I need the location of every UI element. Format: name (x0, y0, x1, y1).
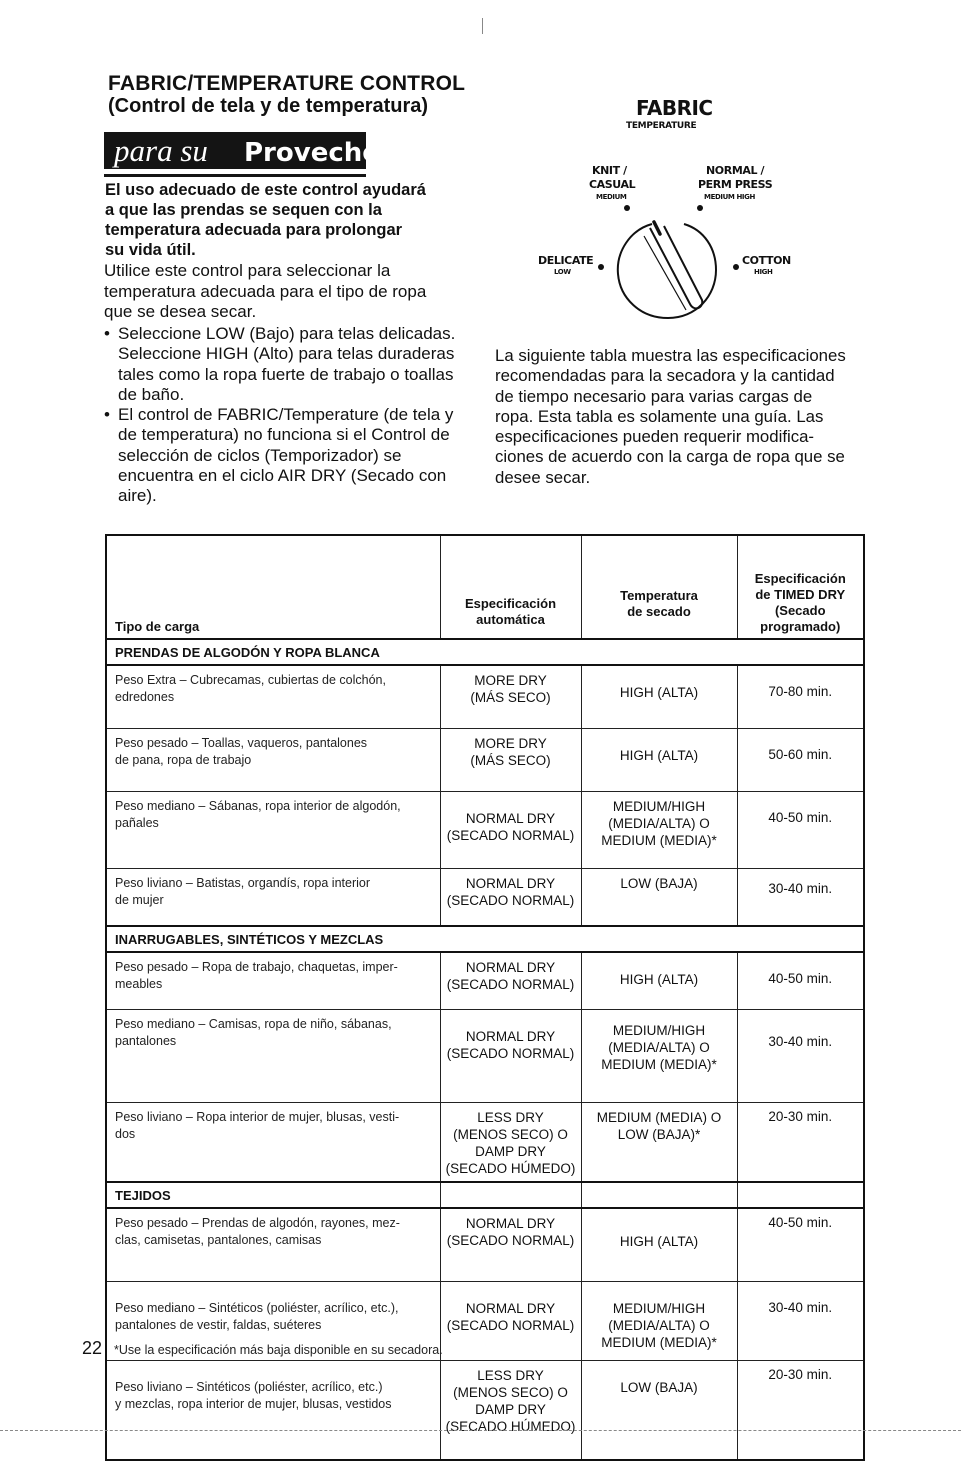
cell-line: LOW (BAJA) (620, 1380, 698, 1395)
cell-line: MORE DRY (474, 673, 547, 688)
auto-cell (440, 665, 581, 729)
section-row (106, 926, 864, 952)
dial-delicate-temp: LOW (554, 268, 571, 276)
table-row (106, 1103, 864, 1183)
intro-bold-line: su vida útil. (105, 241, 196, 259)
header-load-type: Tipo de carga (106, 535, 440, 639)
section-blank-cell (581, 1182, 737, 1208)
bullet-line: de baño. (118, 384, 185, 404)
cell-line: (MEDIA/ALTA) O (608, 816, 710, 831)
table-row (106, 1010, 864, 1103)
dial-normal-temp: MEDIUM HIGH (704, 193, 755, 201)
cell-line: (SECADO NORMAL) (446, 1318, 575, 1333)
cell-line: (MÁS SECO) (470, 690, 551, 705)
bullet-line: tales como la ropa fuerte de trabajo o toallas (118, 364, 454, 384)
bullet-item (104, 324, 476, 405)
temp-cell (581, 1208, 737, 1282)
cell-line: HIGH (ALTA) (619, 972, 699, 987)
paragraph-line: especificaciones pueden requerir modifica- (495, 427, 815, 447)
time-cell: 40-50 min. (737, 952, 864, 1010)
section-row (106, 639, 864, 665)
bullet-line: selección de ciclos (Temporizador) se (118, 445, 402, 465)
time-cell: 40-50 min. (737, 792, 864, 869)
temp-cell (581, 869, 737, 927)
cell-line: LESS DRY (477, 1368, 544, 1383)
cell-line: (SECADO NORMAL) (446, 828, 575, 843)
bullet-line: de temperatura) no funciona si el Control de (118, 425, 450, 445)
temp-cell (581, 952, 737, 1010)
dial-delicate-dot (598, 264, 604, 270)
bottom-dashed-rule (0, 1430, 961, 1431)
cell-line: Peso pesado – Prendas de algodón, rayones, mez- (115, 1216, 400, 1230)
temp-cell (581, 1103, 737, 1183)
cell-line: Peso liviano – Sintéticos (poliéster, acrílico, etc.) (115, 1380, 383, 1394)
time-cell: 50-60 min. (737, 729, 864, 792)
load-cell (106, 665, 440, 729)
cell-line: NORMAL DRY (465, 960, 556, 975)
cell-line: pantalones (115, 1034, 177, 1048)
header-line: Especificación (754, 571, 846, 586)
cell-line: MEDIUM (MEDIA) O (596, 1110, 722, 1125)
dial-delicate-label: DELICATE (538, 254, 594, 267)
load-cell (106, 869, 440, 927)
intro-line: temperatura adecuada para el tipo de ropa (104, 281, 427, 301)
header-temperature (581, 535, 737, 639)
header-line: Especificación (464, 596, 557, 611)
auto-cell (440, 1282, 581, 1361)
time-cell: 40-50 min. (737, 1208, 864, 1282)
cell-line: DAMP DRY (475, 1402, 546, 1417)
table-header-row (106, 535, 864, 639)
cell-line: Peso liviano – Ropa interior de mujer, blusas, vesti- (115, 1110, 400, 1124)
cell-line: MEDIUM/HIGH (612, 799, 706, 814)
temp-cell (581, 665, 737, 729)
header-timed-dry (737, 535, 864, 639)
dial-knit-dot (624, 205, 630, 211)
auto-cell (440, 792, 581, 869)
table-row (106, 952, 864, 1010)
top-mark (482, 18, 483, 34)
cell-line: (MEDIA/ALTA) O (608, 1318, 710, 1333)
load-cell (106, 952, 440, 1010)
paragraph-line: de tiempo necesario para varias cargas de (495, 386, 813, 406)
cell-line: LOW (BAJA)* (617, 1127, 701, 1142)
dial-knob-icon[interactable] (612, 218, 722, 322)
cell-line: dos (115, 1127, 136, 1141)
cell-line: pantalones de vestir, faldas, suéteres (115, 1318, 322, 1332)
time-cell: 30-40 min. (737, 869, 864, 927)
bullet-line: encuentra en el ciclo AIR DRY (Secado con (118, 466, 447, 486)
table-row (106, 869, 864, 927)
cell-line: Peso pesado – Toallas, vaqueros, pantalones (115, 736, 368, 750)
cell-line: (MEDIA/ALTA) O (608, 1040, 710, 1055)
banner-bold-text: Provecho (244, 138, 381, 168)
header-line: de TIMED DRY (755, 587, 846, 602)
header-line: automática (476, 612, 545, 627)
cell-line: HIGH (ALTA) (619, 748, 699, 763)
load-cell (106, 1010, 440, 1103)
cell-line: LOW (BAJA) (620, 876, 698, 891)
section-blank-cell (440, 1182, 581, 1208)
dial-cotton-dot (733, 264, 739, 270)
cell-line: (SECADO NORMAL) (446, 1046, 575, 1061)
table-intro-paragraph (495, 346, 867, 488)
time-cell: 20-30 min. (737, 1361, 864, 1461)
table-row (106, 665, 864, 729)
dial-knit-label: KNIT / (592, 164, 627, 177)
load-cell (106, 1103, 440, 1183)
table-row (106, 792, 864, 869)
cell-line: meables (115, 977, 163, 991)
header-line: (Secado (774, 603, 826, 618)
section-title-permpress: INARRUGABLES, SINTÉTICOS Y MEZCLAS (106, 926, 864, 952)
temp-cell (581, 1361, 737, 1461)
cell-line: (MENOS SECO) O (453, 1127, 568, 1142)
cell-line: NORMAL DRY (465, 1216, 556, 1231)
dial-casual-label: CASUAL (589, 178, 636, 191)
dial-permpress-label: PERM PRESS (698, 178, 773, 191)
dial-title: FABRIC (636, 96, 713, 120)
cell-line: MEDIUM/HIGH (612, 1301, 706, 1316)
auto-cell (440, 1010, 581, 1103)
cell-line: MEDIUM (MEDIA)* (601, 1057, 717, 1072)
header-line: Temperatura (620, 588, 698, 603)
cell-line: (SECADO HÚMEDO) (445, 1161, 576, 1176)
banner-rule (104, 174, 366, 177)
cell-line: pañales (115, 816, 159, 830)
cell-line: NORMAL DRY (465, 1029, 556, 1044)
paragraph-line: La siguiente tabla muestra las especificaciones (495, 346, 846, 365)
paragraph-line: ciones de acuerdo con la carga de ropa que se (495, 447, 845, 467)
section-title-cotton: PRENDAS DE ALGODÓN Y ROPA BLANCA (106, 639, 864, 665)
cell-line: de pana, ropa de trabajo (115, 753, 252, 767)
paragraph-line: recomendadas para la secadora y la cantidad (495, 366, 835, 386)
intro-bold-line: El uso adecuado de este control ayudará (105, 181, 426, 199)
dial-normal-label: NORMAL / (706, 164, 765, 177)
cell-line: (SECADO HÚMEDO) (445, 1419, 576, 1434)
time-cell: 30-40 min. (737, 1282, 864, 1361)
time-cell: 30-40 min. (737, 1010, 864, 1103)
cell-line: MORE DRY (474, 736, 547, 751)
paragraph-line: ropa. Esta tabla es solamente una guía. Las (495, 406, 824, 426)
auto-cell (440, 1361, 581, 1461)
time-cell: 70-80 min. (737, 665, 864, 729)
header-auto-setting (440, 535, 581, 639)
cell-line: LESS DRY (477, 1110, 544, 1125)
section-subtitle: (Control de tela y de temperatura) (108, 95, 429, 117)
temp-cell (581, 1282, 737, 1361)
auto-cell (440, 1103, 581, 1183)
cell-line: (MÁS SECO) (470, 753, 551, 768)
temp-cell (581, 792, 737, 869)
paragraph-line: desee secar. (495, 467, 591, 487)
drying-settings-table (105, 534, 865, 1461)
cell-line: MEDIUM (MEDIA)* (601, 1335, 717, 1350)
dial-normal-dot (697, 205, 703, 211)
temp-cell (581, 1010, 737, 1103)
bullet-line: aire). (118, 486, 157, 506)
footnote: *Use la especificación más baja disponible en su secadora. (114, 1343, 443, 1357)
section-row (106, 1182, 864, 1208)
cell-line: Peso Extra – Cubrecamas, cubiertas de colchón, (115, 673, 386, 687)
load-cell (106, 792, 440, 869)
cell-line: (MENOS SECO) O (453, 1385, 568, 1400)
cell-line: MEDIUM/HIGH (612, 1023, 706, 1038)
intro-bold-line: temperatura adecuada para prolongar (105, 221, 403, 239)
section-title-knits: TEJIDOS (106, 1182, 440, 1208)
page-number: 22 (82, 1338, 103, 1358)
load-cell (106, 1361, 440, 1461)
auto-cell (440, 1208, 581, 1282)
cell-line: HIGH (ALTA) (619, 685, 699, 700)
cell-line: y mezclas, ropa interior de mujer, blusas, vestidos (115, 1397, 392, 1411)
intro-bold-line: a que las prendas se sequen con la (105, 201, 382, 219)
bullet-line: • El control de FABRIC/Temperature (de tela y (118, 405, 454, 425)
bullet-item (104, 405, 476, 506)
cell-line: DAMP DRY (475, 1144, 546, 1159)
dial-knit-temp: MEDIUM (596, 193, 627, 201)
table-row (106, 1208, 864, 1282)
cell-line: Peso mediano – Sintéticos (poliéster, acrílico, etc.), (115, 1301, 399, 1315)
banner-script-text: para su (114, 133, 208, 168)
para-su-provecho-banner (104, 132, 381, 172)
temp-cell (581, 729, 737, 792)
cell-line: NORMAL DRY (465, 876, 556, 891)
cell-line: (SECADO NORMAL) (446, 1233, 575, 1248)
cell-line: Peso mediano – Camisas, ropa de niño, sábanas, (115, 1017, 392, 1031)
load-cell (106, 729, 440, 792)
dial-subtitle: TEMPERATURE (626, 121, 697, 131)
dial-cotton-label: COTTON (742, 254, 791, 267)
cell-line: HIGH (ALTA) (619, 1234, 699, 1249)
cell-line: de mujer (115, 893, 164, 907)
time-cell: 20-30 min. (737, 1103, 864, 1183)
header-line: de secado (627, 604, 691, 619)
table-row (106, 1361, 864, 1461)
bullet-line: • Seleccione LOW (Bajo) para telas delicadas. (118, 324, 456, 343)
intro-line: Utilice este control para seleccionar la (104, 261, 391, 280)
cell-line: (SECADO NORMAL) (446, 977, 575, 992)
intro-text (104, 261, 474, 323)
cell-line: (SECADO NORMAL) (446, 893, 575, 908)
table-row (106, 729, 864, 792)
cell-line: Peso liviano – Batistas, organdís, ropa interior (115, 876, 370, 890)
intro-line: que se desea secar. (104, 302, 257, 321)
auto-cell (440, 952, 581, 1010)
auto-cell (440, 729, 581, 792)
load-cell (106, 1208, 440, 1282)
cell-line: Peso pesado – Ropa de trabajo, chaquetas, imper- (115, 960, 398, 974)
cell-line: MEDIUM (MEDIA)* (601, 833, 717, 848)
bullet-line: Seleccione HIGH (Alto) para telas duraderas (118, 344, 455, 364)
section-title: FABRIC/TEMPERATURE CONTROL (108, 72, 466, 95)
intro-bold (105, 180, 475, 260)
bullet-list (104, 324, 476, 507)
cell-line: Peso mediano – Sábanas, ropa interior de algodón, (115, 799, 401, 813)
cell-line: edredones (115, 690, 175, 704)
cell-line: NORMAL DRY (465, 811, 556, 826)
dial-cotton-temp: HIGH (754, 268, 773, 276)
cell-line: NORMAL DRY (465, 1301, 556, 1316)
section-blank-cell (737, 1182, 864, 1208)
cell-line: clas, camisetas, pantalones, camisas (115, 1233, 322, 1247)
auto-cell (440, 869, 581, 927)
header-line: programado) (760, 619, 841, 634)
